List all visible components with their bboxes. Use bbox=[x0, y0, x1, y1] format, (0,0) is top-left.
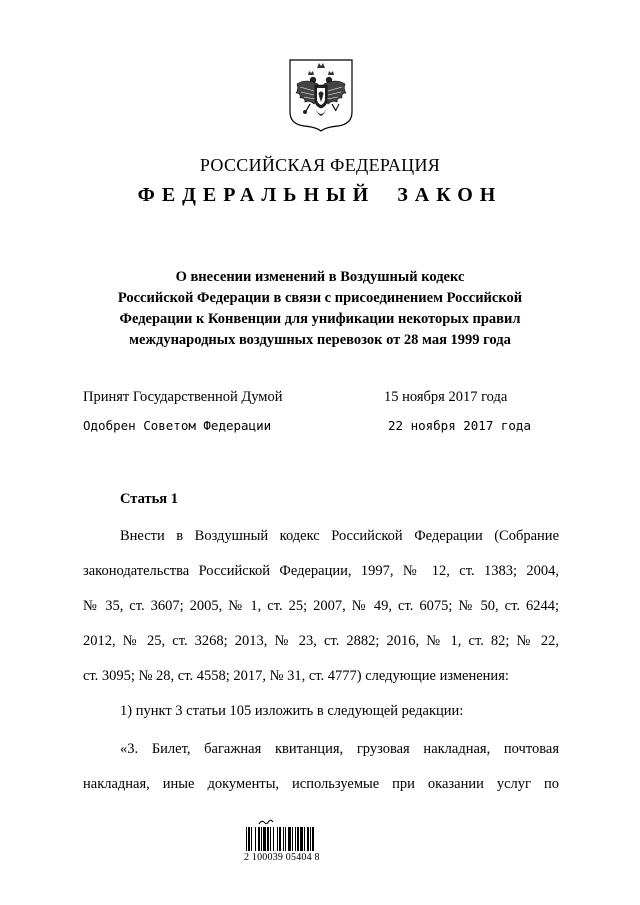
document-type-heading: ФЕДЕРАЛЬНЫЙ ЗАКОН bbox=[137, 184, 503, 206]
law-title-line: Федерации к Конвенции для унификации некоторых правил bbox=[119, 311, 521, 327]
paragraph-line: ст. 3095; № 28, ст. 4558; 2017, № 31, ст. 4777) следующие изменения: bbox=[83, 668, 509, 684]
paragraph-line: законодательства Российской Федерации, 1997, № 12, ст. 1383; 2004, bbox=[83, 563, 559, 579]
approved-date: 22 ноября 2017 года bbox=[388, 418, 531, 433]
article-intro-paragraph bbox=[83, 527, 559, 702]
russian-coat-of-arms-emblem bbox=[288, 58, 354, 132]
paragraph-line: № 35, ст. 3607; 2005, № 1, ст. 25; 2007, № 49, ст. 6075; № 50, ст. 6244; bbox=[83, 598, 559, 614]
document-barcode bbox=[244, 818, 330, 868]
approved-by-federation-council-label: Одобрен Советом Федерации bbox=[83, 418, 272, 433]
adopted-date: 15 ноября 2017 года bbox=[384, 389, 508, 405]
law-title-line: О внесении изменений в Воздушный кодекс bbox=[175, 269, 465, 285]
adopted-by-duma-label: Принят Государственной Думой bbox=[83, 389, 283, 405]
paragraph-line: Внести в Воздушный кодекс Российской Федерации (Собрание bbox=[120, 528, 559, 544]
ink-signature-mark bbox=[258, 818, 274, 826]
country-name: РОССИЙСКАЯ ФЕДЕРАЦИЯ bbox=[199, 155, 441, 175]
law-title bbox=[60, 267, 580, 351]
article-title: Статья 1 bbox=[120, 491, 178, 507]
barcode-number: 2 100039 05404 8 bbox=[244, 852, 320, 863]
barcode-bars bbox=[246, 827, 328, 851]
paragraph-line: 2012, № 25, ст. 3268; 2013, № 23, ст. 2882; 2016, № 1, ст. 82; № 22, bbox=[83, 633, 559, 649]
law-title-line: Российской Федерации в связи с присоединением Российской bbox=[117, 290, 523, 306]
paragraph-line: «3. Билет, багажная квитанция, грузовая накладная, почтовая bbox=[120, 741, 559, 757]
amendment-item-1: 1) пункт 3 статьи 105 изложить в следующей редакции: bbox=[120, 703, 464, 719]
law-title-line: международных воздушных перевозок от 28 мая 1999 года bbox=[129, 332, 511, 348]
paragraph-line: накладная, иные документы, используемые при оказании услуг по bbox=[83, 776, 559, 792]
quoted-paragraph bbox=[83, 740, 559, 810]
